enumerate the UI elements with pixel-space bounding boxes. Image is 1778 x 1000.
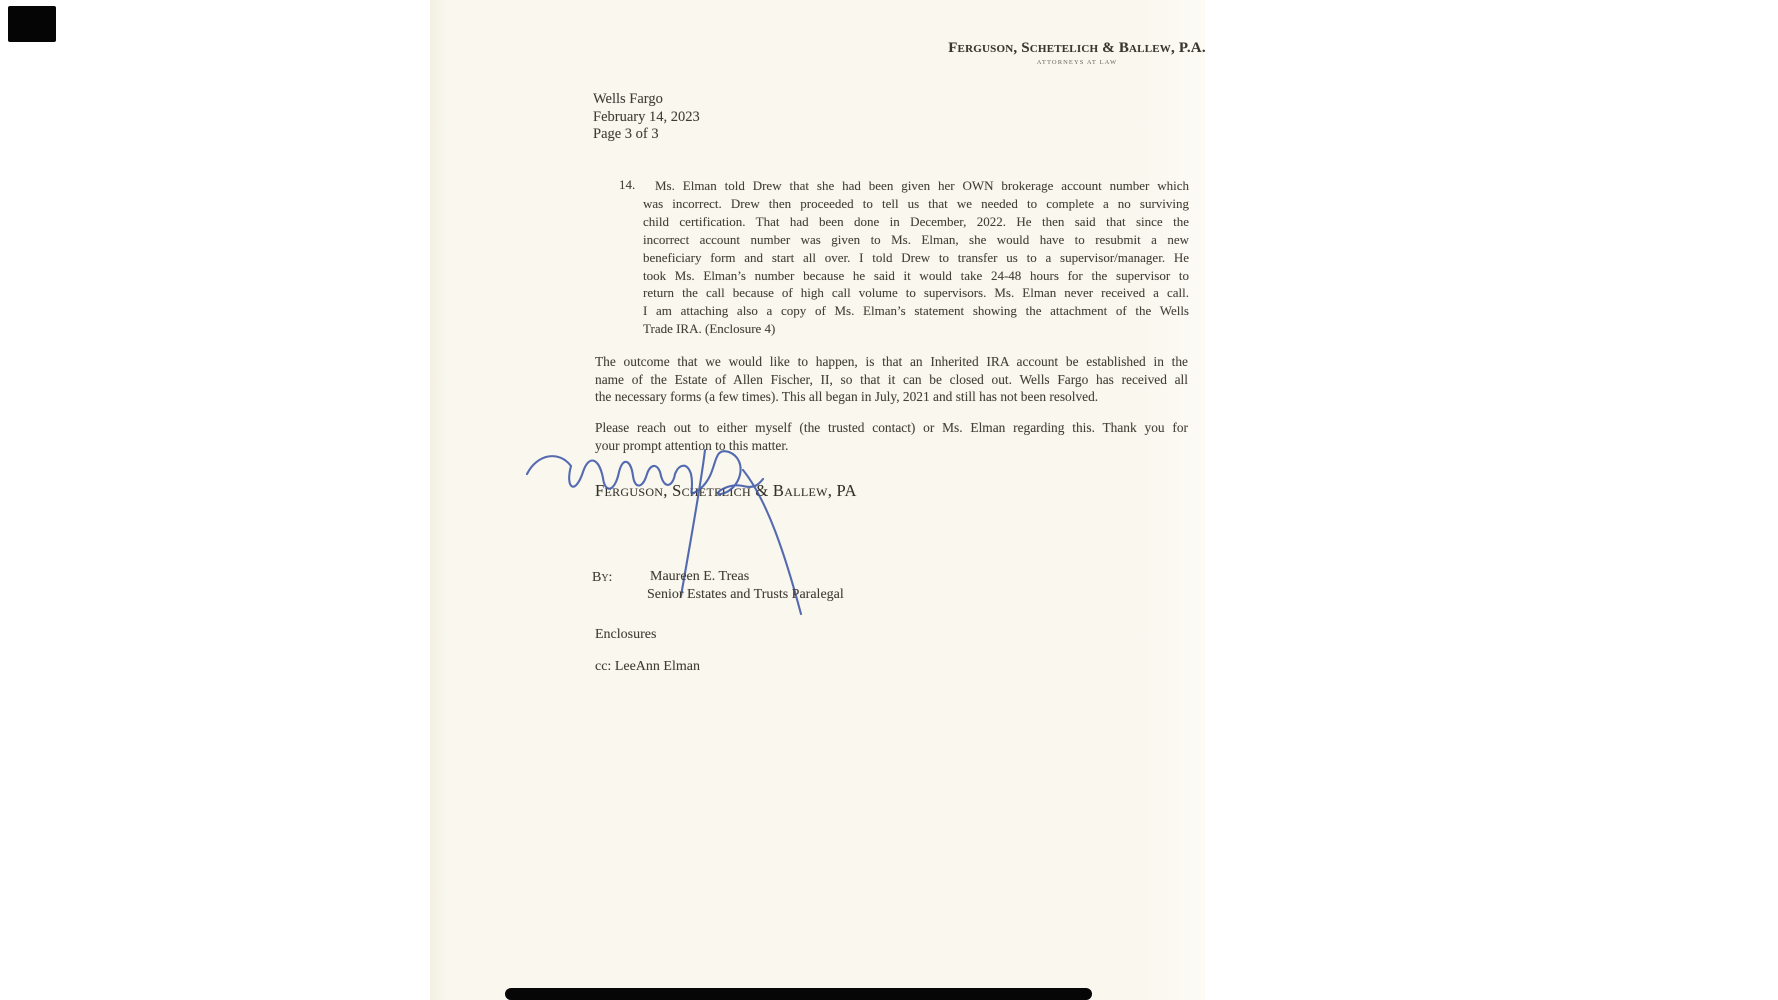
list-item-number: 14. <box>619 177 636 192</box>
closing-firm-name: Ferguson, Schetelich & Ballew, PA <box>595 481 857 500</box>
text-line: the necessary forms (a few times). This all began in July, 2021 and still has not been resolved. <box>595 389 1099 405</box>
text-line: Please reach out to either myself (the trusted contact) or Ms. Elman regarding this. Thank you for <box>595 420 1188 435</box>
signature-main-stroke <box>527 451 763 494</box>
letterhead-firm-name: Ferguson, Schetelich & Ballew, P.A. <box>948 40 1206 56</box>
scan-artifact-top-left <box>8 6 56 42</box>
outcome-paragraph <box>595 353 1188 406</box>
text-line: child certification. That had been done in December, 2022. He then said that since the <box>643 213 1189 229</box>
page-indicator: Page 3 of 3 <box>593 126 659 143</box>
text-line: The outcome that we would like to happen, is that an Inherited IRA account be established in the <box>595 354 1188 369</box>
text-line: name of the Estate of Allen Fischer, II, so that it can be closed out. Wells Fargo has received all <box>595 371 1188 387</box>
text-line: was incorrect. Drew then proceeded to tell us that we needed to complete a no surviving <box>643 195 1189 211</box>
recipient-line: Wells Fargo <box>593 91 663 107</box>
enclosures-label: Enclosures <box>595 627 657 642</box>
by-label: By: <box>592 570 613 585</box>
text-line: Ms. Elman told Drew that she had been given her OWN brokerage account number which <box>655 178 1189 193</box>
date-line: February 14, 2023 <box>593 108 700 125</box>
address-block <box>593 91 700 144</box>
text-line: I am attaching also a copy of Ms. Elman’s statement showing the attachment of the Wells <box>643 303 1189 319</box>
text-line: took Ms. Elman’s number because he said it would take 24-48 hours for the supervisor to <box>643 267 1189 283</box>
signer-name: Maureen E. Treas <box>650 569 750 584</box>
text-line: Trade IRA. (Enclosure 4) <box>643 321 776 337</box>
list-item-14-paragraph <box>643 177 1189 338</box>
cc-line: cc: LeeAnn Elman <box>595 659 700 674</box>
letterhead-tagline: ATTORNEYS AT LAW <box>1036 59 1118 66</box>
scan-artifact-bottom-bar <box>505 988 1092 1000</box>
signer-title: Senior Estates and Trusts Paralegal <box>647 587 844 602</box>
text-line: incorrect account number was given to Ms. Elman, she would have to resubmit a new <box>643 231 1189 247</box>
text-line: your prompt attention to this matter. <box>595 437 789 453</box>
text-line: beneficiary form and start all over. I told Drew to transfer us to a supervisor/manager. He <box>643 249 1189 265</box>
text-line: return the call because of high call volume to supervisors. Ms. Elman never received a call. <box>643 285 1189 301</box>
